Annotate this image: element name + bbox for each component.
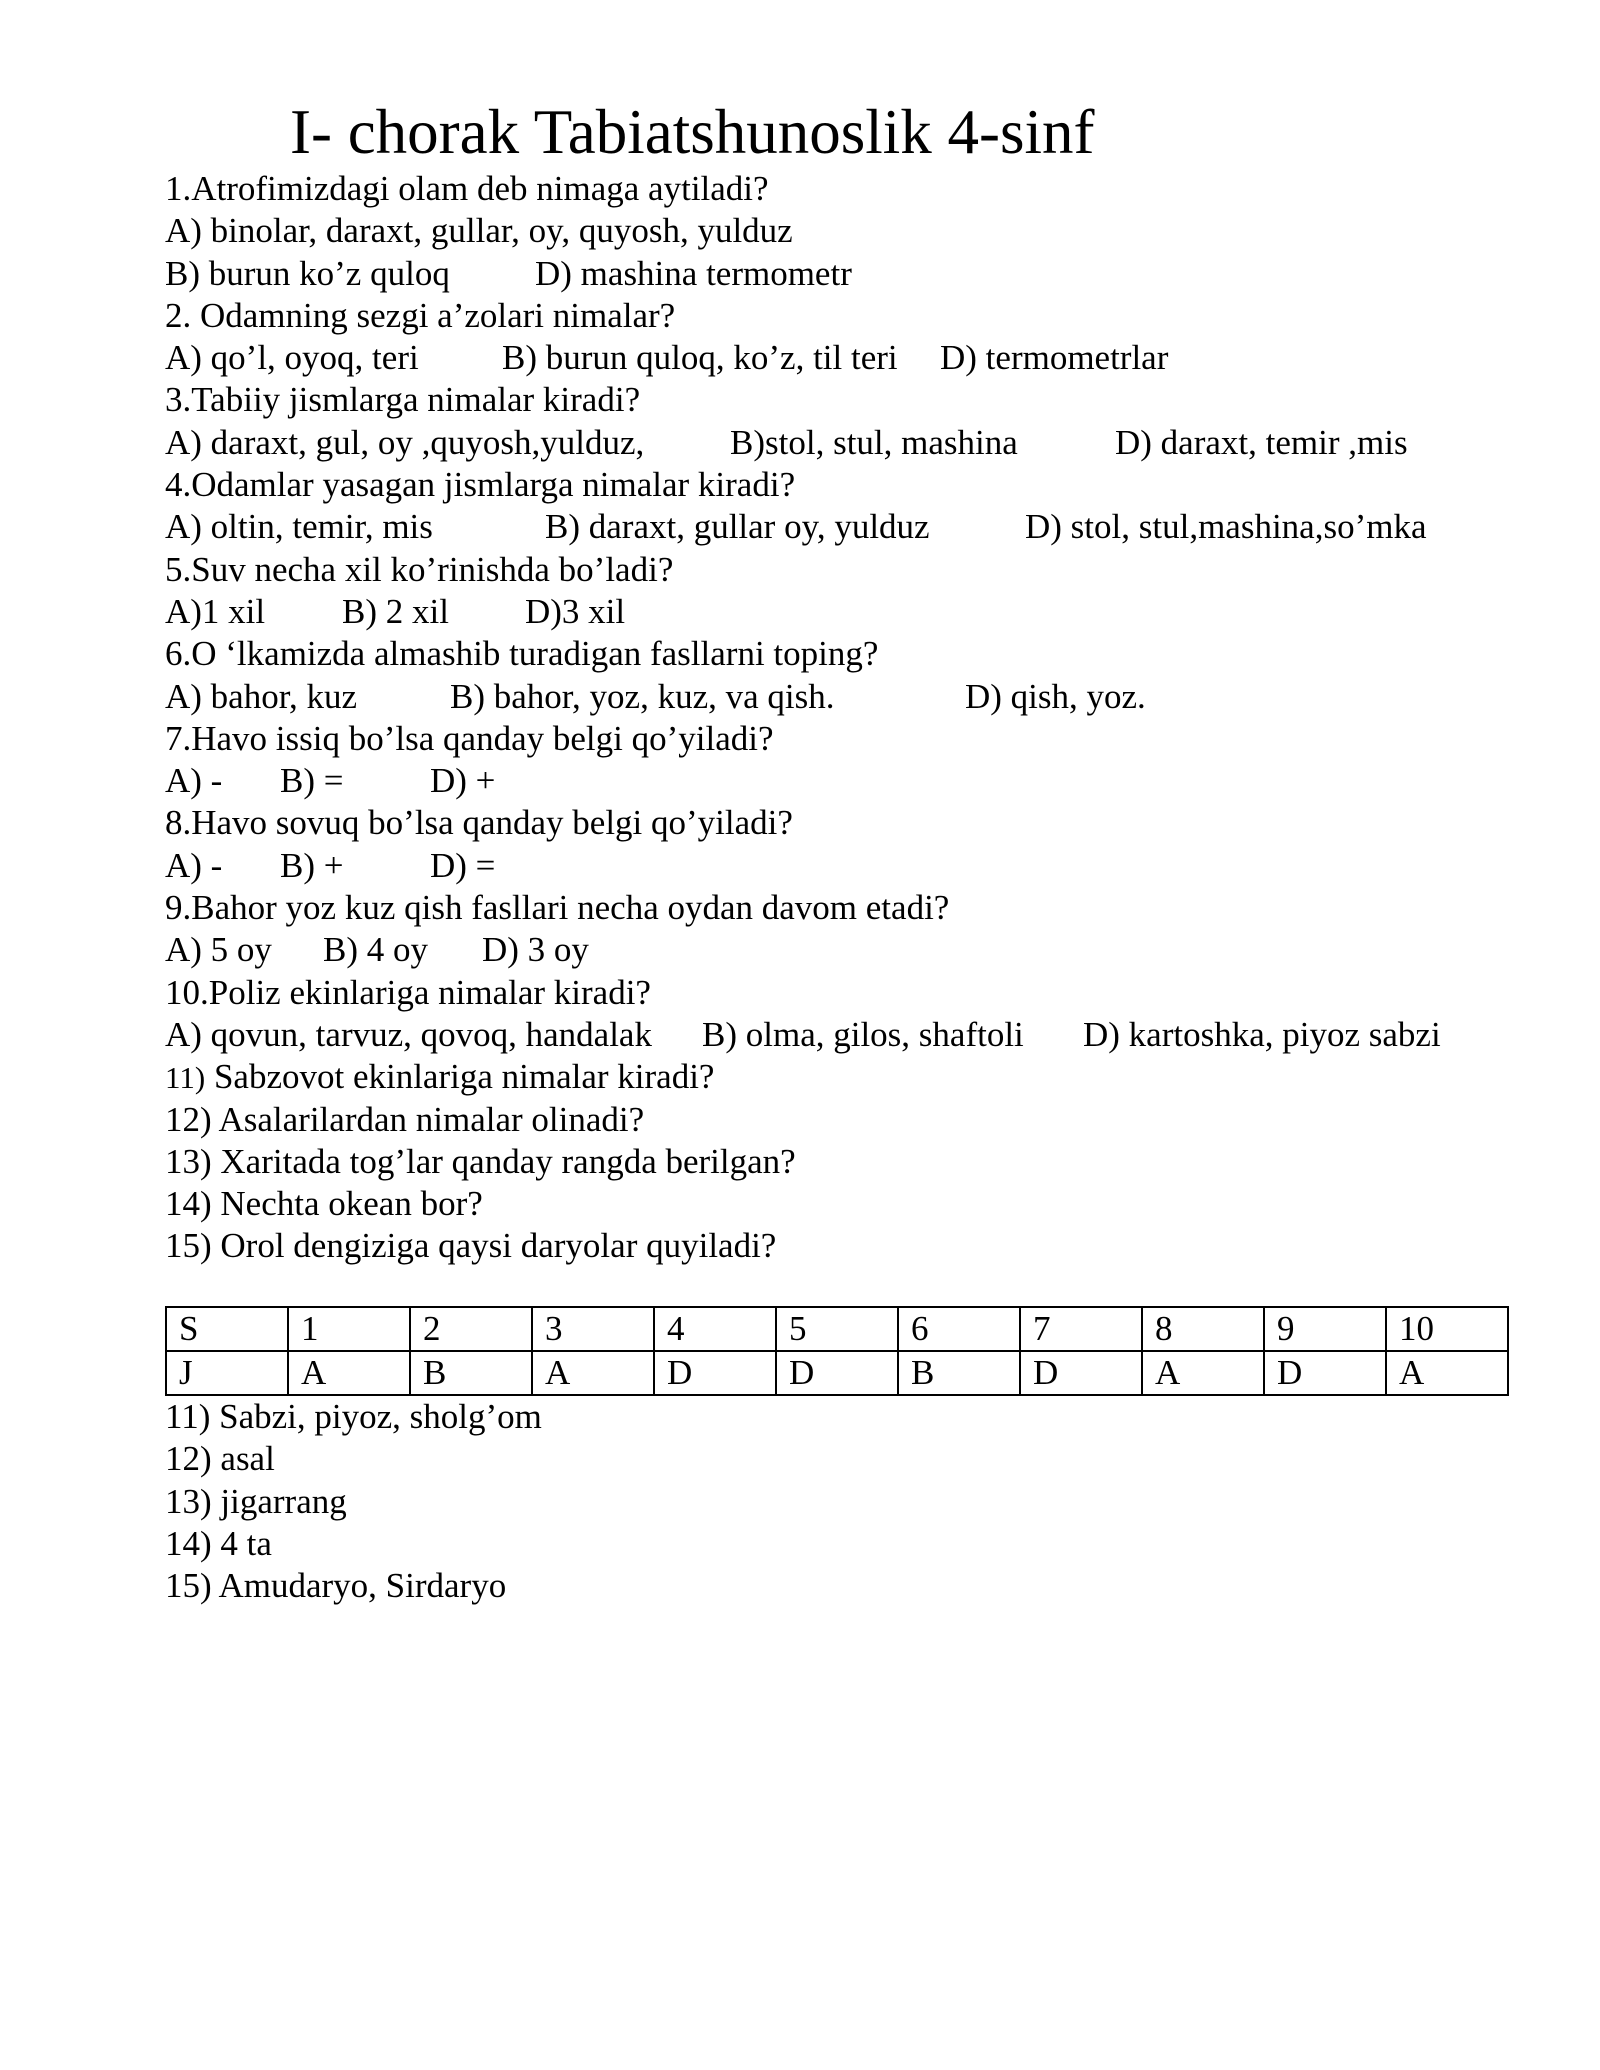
table-cell: S	[166, 1307, 288, 1351]
answer-key-item: 14) 4 ta	[165, 1523, 272, 1563]
table-cell: B	[410, 1351, 532, 1395]
table-cell: D	[1264, 1351, 1386, 1395]
question-10: 10.Poliz ekinlariga nimalar kiradi?	[165, 972, 651, 1012]
option-2b: B) burun quloq, ko’z, til teri	[502, 338, 898, 378]
option-7a: A) -	[165, 761, 223, 801]
option-1a: A) binolar, daraxt, gullar, oy, quyosh, yulduz	[165, 211, 793, 251]
question-text	[165, 379, 1545, 421]
option-line	[165, 760, 1545, 802]
option-9d: D) 3 oy	[482, 930, 589, 970]
open-question-number: 12)	[165, 1099, 219, 1139]
table-cell: 5	[776, 1307, 898, 1351]
option-line	[165, 929, 1545, 971]
question-8: 8.Havo sovuq bo’lsa qanday belgi qo’yiladi?	[165, 803, 793, 843]
question-6: 6.O ‘lkamizda almashib turadigan fasllarni toping?	[165, 634, 879, 674]
question-text	[165, 464, 1545, 506]
table-cell: 10	[1386, 1307, 1508, 1351]
open-question-number: 15)	[165, 1226, 221, 1266]
option-10b: B) olma, gilos, shaftoli	[702, 1014, 1024, 1054]
answer-key-list	[165, 1396, 542, 1607]
answer-key-item: 15) Amudaryo, Sirdaryo	[165, 1566, 507, 1606]
table-cell: A	[532, 1351, 654, 1395]
answer-table	[165, 1306, 1509, 1396]
option-3b: B)stol, stul, mashina	[730, 422, 1018, 462]
option-6d: D) qish, yoz.	[965, 676, 1146, 716]
table-cell: D	[776, 1351, 898, 1395]
table-cell: J	[166, 1351, 288, 1395]
option-line	[165, 337, 1545, 379]
option-8a: A) -	[165, 845, 223, 885]
option-1b: B) burun ko’z quloq	[165, 253, 450, 293]
option-line	[165, 253, 1545, 295]
option-3d: D) daraxt, temir ,mis	[1115, 422, 1408, 462]
table-cell: B	[898, 1351, 1020, 1395]
question-9: 9.Bahor yoz kuz qish fasllari necha oydan davom etadi?	[165, 888, 950, 928]
table-answer-row	[166, 1351, 1508, 1395]
option-9a: A) 5 oy	[165, 930, 272, 970]
question-text	[165, 972, 1545, 1014]
table-cell: 6	[898, 1307, 1020, 1351]
table-cell: 9	[1264, 1307, 1386, 1351]
option-10d: D) kartoshka, piyoz sabzi	[1083, 1014, 1441, 1054]
question-3: 3.Tabiiy jismlarga nimalar kiradi?	[165, 380, 641, 420]
option-6a: A) bahor, kuz	[165, 676, 358, 716]
question-text	[165, 633, 1545, 675]
option-2d: D) termometrlar	[940, 338, 1169, 378]
table-cell: D	[654, 1351, 776, 1395]
answer-key-item: 12) asal	[165, 1439, 275, 1479]
option-line	[165, 506, 1545, 548]
open-question-text: Sabzovot ekinlariga nimalar kiradi?	[205, 1057, 715, 1097]
question-7: 7.Havo issiq bo’lsa qanday belgi qo’yiladi?	[165, 718, 774, 758]
open-question-text: Nechta okean bor?	[220, 1184, 483, 1224]
open-question	[165, 1141, 1545, 1183]
open-question-number: 13)	[165, 1141, 221, 1181]
questions-list	[165, 168, 1545, 1268]
open-question	[165, 1056, 1545, 1098]
table-cell: 3	[532, 1307, 654, 1351]
question-5: 5.Suv necha xil ko’rinishda bo’ladi?	[165, 549, 674, 589]
option-7d: D) +	[430, 761, 496, 801]
table-header-row	[166, 1307, 1508, 1351]
open-question-text: Xaritada tog’lar qanday rangda berilgan?	[220, 1141, 796, 1181]
table-cell: 7	[1020, 1307, 1142, 1351]
option-4b: B) daraxt, gullar oy, yulduz	[545, 507, 930, 547]
option-line	[165, 845, 1545, 887]
table-cell: 1	[288, 1307, 410, 1351]
question-text	[165, 802, 1545, 844]
option-8b: B) +	[280, 845, 344, 885]
option-5a: A)1 xil	[165, 591, 266, 631]
option-line	[165, 591, 1545, 633]
option-5b: B) 2 xil	[342, 591, 449, 631]
option-line	[165, 1014, 1545, 1056]
table-cell: D	[1020, 1351, 1142, 1395]
table-cell: 4	[654, 1307, 776, 1351]
question-text	[165, 718, 1545, 760]
open-question	[165, 1225, 1545, 1267]
option-6b: B) bahor, yoz, kuz, va qish.	[450, 676, 835, 716]
answer-key-item: 11) Sabzi, piyoz, sholg’om	[165, 1397, 542, 1436]
table-cell: 8	[1142, 1307, 1264, 1351]
open-question	[165, 1183, 1545, 1225]
option-line	[165, 210, 1545, 252]
option-4d: D) stol, stul,mashina,so’mka	[1025, 507, 1427, 547]
option-line	[165, 676, 1545, 718]
option-1d: D) mashina termometr	[535, 253, 852, 293]
option-7b: B) =	[280, 761, 344, 801]
option-5d: D)3 xil	[525, 591, 626, 631]
option-line	[165, 422, 1545, 464]
option-8d: D) =	[430, 845, 496, 885]
question-text	[165, 887, 1545, 929]
open-question	[165, 1099, 1545, 1141]
option-10a: A) qovun, tarvuz, qovoq, handalak	[165, 1014, 652, 1054]
page-title: I- chorak Tabiatshunoslik 4-sinf	[290, 97, 1095, 167]
question-2: 2. Odamning sezgi a’zolari nimalar?	[165, 295, 676, 335]
option-3a: A) daraxt, gul, oy ,quyosh,yulduz,	[165, 422, 645, 462]
table-cell: A	[288, 1351, 410, 1395]
open-question-text: Orol dengiziga qaysi daryolar quyiladi?	[220, 1226, 777, 1266]
table-cell: A	[1386, 1351, 1508, 1395]
question-text	[165, 168, 1545, 210]
table-cell: A	[1142, 1351, 1264, 1395]
option-9b: B) 4 oy	[323, 930, 428, 970]
option-2a: A) qo’l, oyoq, teri	[165, 338, 419, 378]
open-question-number: 14)	[165, 1184, 221, 1224]
question-4: 4.Odamlar yasagan jismlarga nimalar kiradi?	[165, 465, 796, 505]
open-question-text: Asalarilardan nimalar olinadi?	[218, 1099, 645, 1139]
question-text	[165, 549, 1545, 591]
table-cell: 2	[410, 1307, 532, 1351]
answer-key-item: 13) jigarrang	[165, 1481, 347, 1521]
open-question-number: 11)	[165, 1060, 206, 1096]
question-1: 1.Atrofimizdagi olam deb nimaga aytiladi?	[165, 169, 769, 208]
option-4a: A) oltin, temir, mis	[165, 507, 433, 547]
question-text	[165, 295, 1545, 337]
